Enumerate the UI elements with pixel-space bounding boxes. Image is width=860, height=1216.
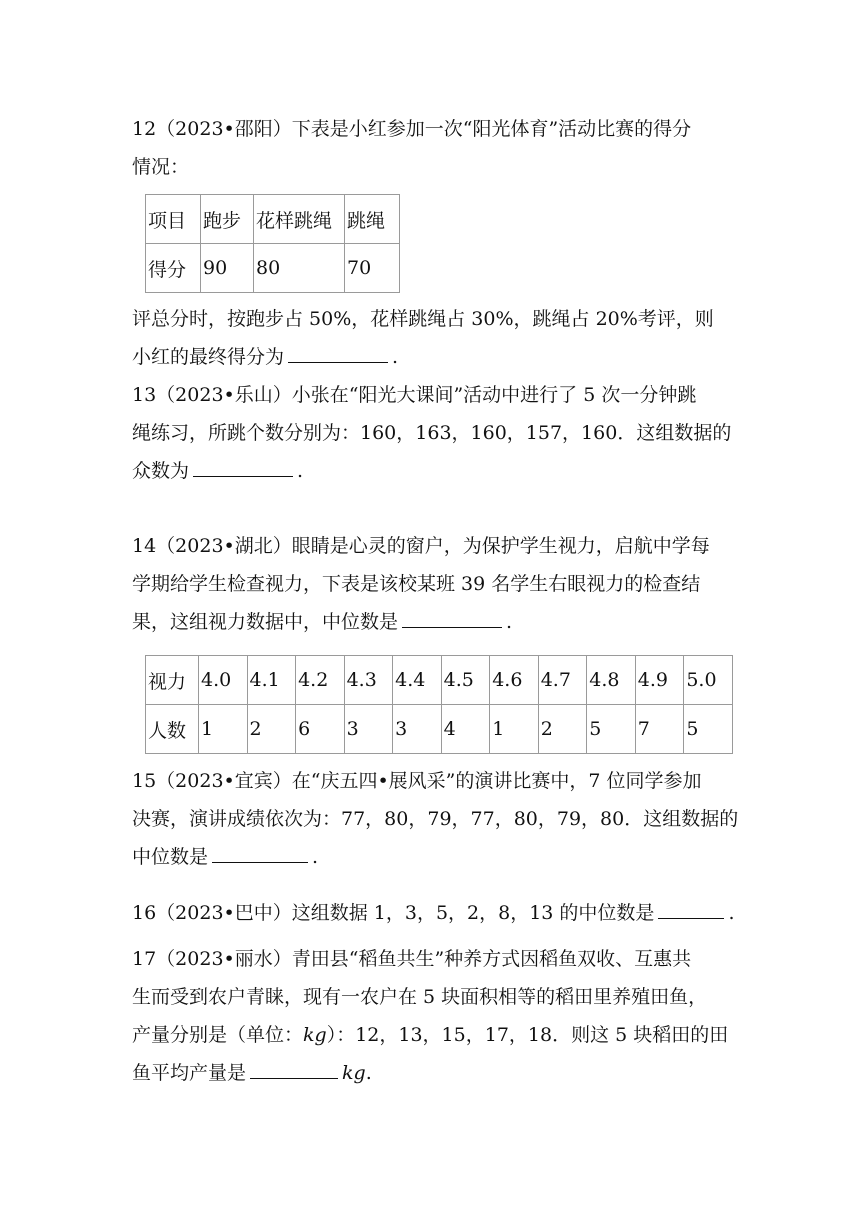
table-cell: 4.5 [441, 656, 490, 705]
unit-kg: kg [303, 1024, 327, 1046]
table-cell: 4.3 [344, 656, 393, 705]
q12-line-1: 12（2023•邵阳）下表是小红参加一次“阳光体育”活动比赛的得分 [132, 118, 692, 140]
table-cell: 跳绳 [345, 195, 400, 244]
q13-line-3: 众数为 [132, 460, 190, 482]
table-cell: 2 [538, 705, 587, 754]
question-14 [132, 527, 742, 641]
table-cell: 2 [247, 705, 296, 754]
table-cell: 4.1 [247, 656, 296, 705]
q17-line-1: 17（2023•丽水）青田县“稻鱼共生”种养方式因稻鱼双收、互惠共 [132, 948, 692, 970]
question-15 [132, 762, 742, 876]
question-16 [132, 894, 742, 932]
table-cell: 5 [684, 705, 733, 754]
table-cell: 80 [254, 244, 345, 293]
answer-blank [658, 898, 724, 919]
q17-line-4 [132, 1062, 372, 1084]
table-cell: 4.9 [635, 656, 684, 705]
q14-line-1: 14（2023•湖北）眼睛是心灵的窗户，为保护学生视力，启航中学每 [132, 535, 710, 557]
question-12 [132, 110, 742, 186]
question-13 [132, 376, 742, 490]
q14-line-3: 果，这组视力数据中，中位数是 [132, 611, 399, 633]
text-segment: ）：12，13，15，17，18．则这 5 块稻田的田 [326, 1024, 729, 1046]
q13-line-1: 13（2023•乐山）小张在“阳光大课间”活动中进行了 5 次一分钟跳 [132, 384, 697, 406]
q15-line-1: 15（2023•宜宾）在“庆五四•展风采”的演讲比赛中，7 位同学参加 [132, 770, 702, 792]
table-cell: 得分 [146, 244, 201, 293]
table-row [146, 195, 400, 244]
q13-line-2: 绳练习，所跳个数分别为：160，163，160，157，160．这组数据的 [132, 422, 732, 444]
table-cell: 4.8 [587, 656, 636, 705]
text-segment: 产量分别是（单位： [132, 1024, 304, 1046]
q12-score-table [145, 194, 400, 293]
table-cell: 3 [344, 705, 393, 754]
table-cell: 跑步 [201, 195, 254, 244]
table-cell: 3 [393, 705, 442, 754]
q14-vision-table [145, 655, 733, 754]
text-segment: 鱼平均产量是 [132, 1062, 247, 1084]
q12-line-4: 小红的最终得分为 [132, 346, 285, 368]
q16-line-1: 16（2023•巴中）这组数据 1，3，5，2，8，13 的中位数是 [132, 902, 655, 924]
answer-blank [288, 342, 388, 363]
period: . [392, 346, 399, 368]
table-cell: 4.4 [393, 656, 442, 705]
answer-blank [402, 607, 502, 628]
q15-line-2: 决赛，演讲成绩依次为：77，80，79，77，80，79，80．这组数据的 [132, 808, 739, 830]
answer-blank [193, 456, 293, 477]
q12-line-2: 情况： [132, 156, 190, 178]
table-cell: 90 [201, 244, 254, 293]
table-cell: 5.0 [684, 656, 733, 705]
q17-line-3 [132, 1024, 728, 1046]
table-cell: 1 [490, 705, 539, 754]
q17-line-2: 生而受到农户青睐，现有一农户在 5 块面积相等的稻田里养殖田鱼， [132, 986, 708, 1008]
table-cell: 人数 [146, 705, 199, 754]
table-cell: 5 [587, 705, 636, 754]
table-cell: 6 [296, 705, 345, 754]
table-cell: 花样跳绳 [254, 195, 345, 244]
table-cell: 4.6 [490, 656, 539, 705]
table-cell: 4.7 [538, 656, 587, 705]
table-cell: 70 [345, 244, 400, 293]
unit-kg: kg [342, 1062, 366, 1084]
table-cell: 1 [199, 705, 248, 754]
table-row [146, 656, 733, 705]
table-row [146, 244, 400, 293]
table-cell: 7 [635, 705, 684, 754]
period: . [312, 846, 319, 868]
period: . [506, 611, 513, 633]
q14-line-2: 学期给学生检查视力，下表是该校某班 39 名学生右眼视力的检查结 [132, 573, 701, 595]
q15-line-3: 中位数是 [132, 846, 209, 868]
question-17 [132, 940, 742, 1092]
table-row [146, 705, 733, 754]
q12-line-3: 评总分时，按跑步占 50%，花样跳绳占 30%，跳绳占 20%考评，则 [132, 308, 714, 330]
question-12-cont [132, 300, 742, 376]
table-cell: 视力 [146, 656, 199, 705]
period: . [728, 902, 735, 924]
table-cell: 4.2 [296, 656, 345, 705]
period: . [365, 1062, 372, 1084]
table-cell: 4.0 [199, 656, 248, 705]
period: . [297, 460, 304, 482]
answer-blank [250, 1058, 338, 1079]
table-cell: 项目 [146, 195, 201, 244]
table-cell: 4 [441, 705, 490, 754]
answer-blank [212, 842, 308, 863]
